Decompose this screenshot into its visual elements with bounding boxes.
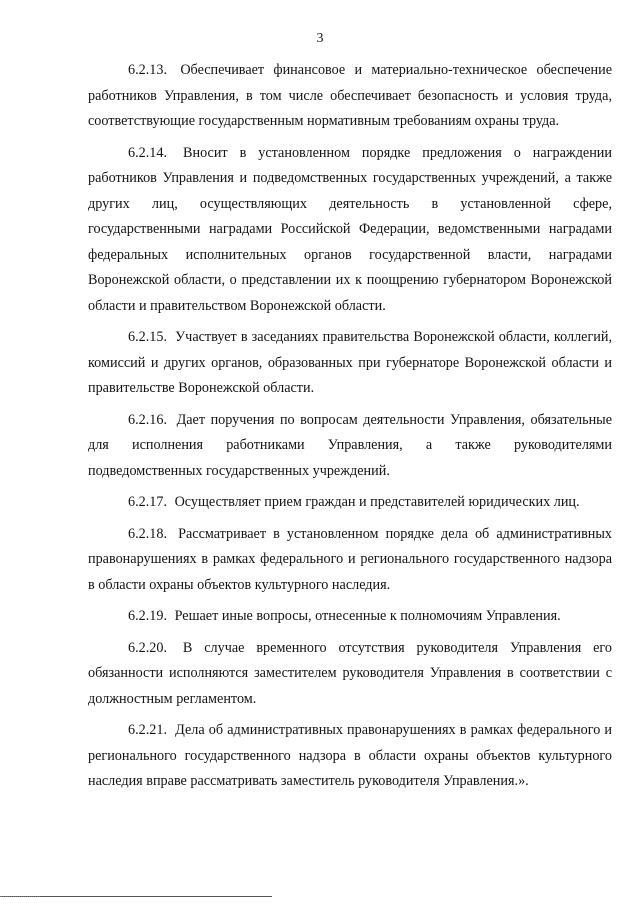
paragraph-number: 6.2.17. — [128, 494, 168, 510]
paragraph-6-2-19 — [88, 604, 612, 630]
paragraph-6-2-13 — [88, 58, 612, 135]
paragraph-6-2-21 — [88, 718, 612, 795]
footer-rule-dots — [0, 896, 40, 897]
paragraph-6-2-14 — [88, 141, 612, 320]
paragraph-number: 6.2.20. — [128, 639, 168, 656]
paragraph-number: 6.2.13. — [128, 62, 168, 78]
paragraph-number: 6.2.16. — [128, 411, 168, 428]
paragraph-number: 6.2.19. — [128, 608, 168, 624]
paragraph-number: 6.2.15. — [128, 329, 168, 345]
paragraph-text: Участвует в заседаниях правительства Воронежской области, коллегий, комиссий и других органов, образованных при губернаторе Воронежской области и правительстве Воронежской области. — [88, 329, 612, 396]
paragraph-text: Осуществляет прием граждан и представителей юридических лиц. — [174, 494, 580, 510]
paragraph-number: 6.2.21. — [128, 722, 168, 738]
paragraph-text: Решает иные вопросы, отнесенные к полномочиям Управления. — [174, 608, 561, 624]
paragraph-text: Обеспечивает финансовое и материально-техническое обеспечение работников Управления, в том числе обеспечивает безопасность и условия труда, соответствующие государственным нормативным требованиям охраны труда. — [88, 62, 612, 129]
page-number: 3 — [316, 31, 324, 46]
paragraph-text: Дает поручения по вопросам деятельности Управления, обязательные для исполнения работниками Управления, а также руководителями подведомственных государственных учреждений. — [88, 411, 612, 479]
paragraph-6-2-16 — [88, 408, 612, 485]
paragraph-number: 6.2.14. — [128, 144, 168, 161]
paragraph-6-2-17 — [88, 490, 612, 516]
paragraph-6-2-20 — [88, 636, 612, 713]
paragraph-text: Дела об административных правонарушениях в рамках федерального и регионального государственного надзора в области охраны объектов культурного наследия вправе рассматривать заместитель руководителя Управления.». — [88, 722, 613, 789]
paragraph-number: 6.2.18. — [128, 525, 168, 542]
document-body — [88, 58, 612, 801]
paragraph-6-2-18 — [88, 522, 612, 599]
paragraph-text: Вносит в установленном порядке предложения о награждении работников Управления и подведомственных государственных учреждений, а также других лиц, осуществляющих деятельность в установленной сфере, государственными наградами Российской Федерации, ведомственными наградами федеральных исполнительных органов государственной власти, наградами Воронежской области, о представлении их к поощрению губернатором Воронежской области и правительством Воронежской области. — [88, 144, 612, 314]
paragraph-text: Рассматривает в установленном порядке дела об административных правонарушениях в рамках федерального и регионального государственного надзора в области охраны объектов культурного наследия. — [88, 525, 613, 593]
paragraph-6-2-15 — [88, 325, 612, 402]
footer-rule — [0, 896, 272, 897]
paragraph-text: В случае временного отсутствия руководителя Управления его обязанности исполняются заместителем руководителя Управления в соответствии с должностным регламентом. — [88, 639, 612, 707]
